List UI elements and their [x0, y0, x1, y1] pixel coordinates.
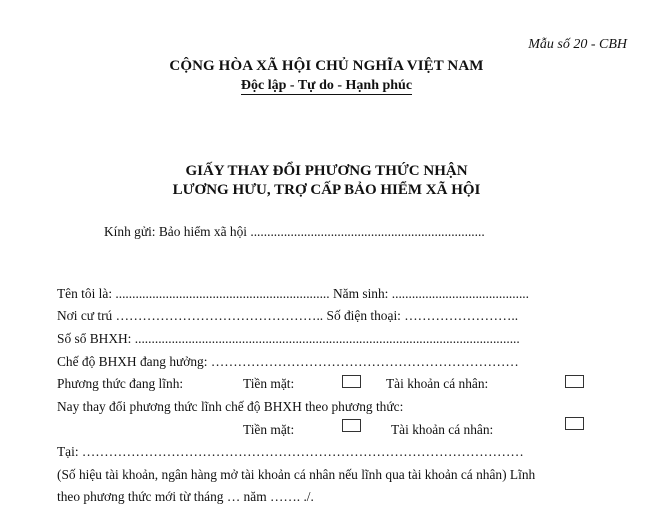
current-cash-checkbox[interactable]: [342, 375, 361, 388]
bhxh-book-line[interactable]: Số sổ BHXH: ...................................................................................................................: [57, 331, 520, 346]
new-account-checkbox[interactable]: [565, 417, 584, 430]
form-number: Mẫu số 20 - CBH: [528, 37, 627, 52]
new-cash-checkbox[interactable]: [342, 419, 361, 432]
motto: Độc lập - Tự do - Hạnh phúc: [240, 78, 413, 93]
name-birthyear-line[interactable]: Tên tôi là: ................................................................ Năm sinh: .........................................: [57, 286, 529, 301]
current-method-label: Phương thức đang lĩnh:: [57, 376, 184, 391]
current-cash-label: Tiền mặt:: [243, 376, 295, 391]
motto-line: [0, 76, 653, 94]
at-location-line[interactable]: Tại: ………………………………………………………………………………………: [57, 444, 524, 459]
change-intro: Nay thay đổi phương thức lĩnh chế độ BHXH theo phương thức:: [57, 399, 404, 414]
regime-line[interactable]: Chế độ BHXH đang hưởng: ……………………………………………………………: [57, 354, 519, 369]
addressee-line[interactable]: Kính gửi: Bảo hiểm xã hội ......................................................................: [104, 224, 485, 239]
new-account-label: Tài khoản cá nhân:: [391, 422, 494, 437]
national-title: CỘNG HÒA XÃ HỘI CHỦ NGHĨA VIỆT NAM: [169, 58, 484, 74]
current-account-checkbox[interactable]: [565, 375, 584, 388]
note-line1: (Số hiệu tài khoản, ngân hàng mở tài khoản cá nhân nếu lĩnh qua tài khoản cá nhân) Lĩnh: [57, 467, 536, 482]
current-account-label: Tài khoản cá nhân:: [386, 376, 489, 391]
document-title-line2: LƯƠNG HƯU, TRỢ CẤP BẢO HIỂM XÃ HỘI: [172, 182, 481, 198]
note-line2[interactable]: theo phương thức mới từ tháng … năm ……. ./.: [57, 489, 314, 504]
document-title-line1: GIẤY THAY ĐỔI PHƯƠNG THỨC NHẬN: [185, 163, 468, 179]
residence-phone-line[interactable]: Nơi cư trú ……………………………………….. Số điện thoại: ……………………..: [57, 308, 519, 323]
new-cash-label: Tiền mặt:: [243, 422, 295, 437]
